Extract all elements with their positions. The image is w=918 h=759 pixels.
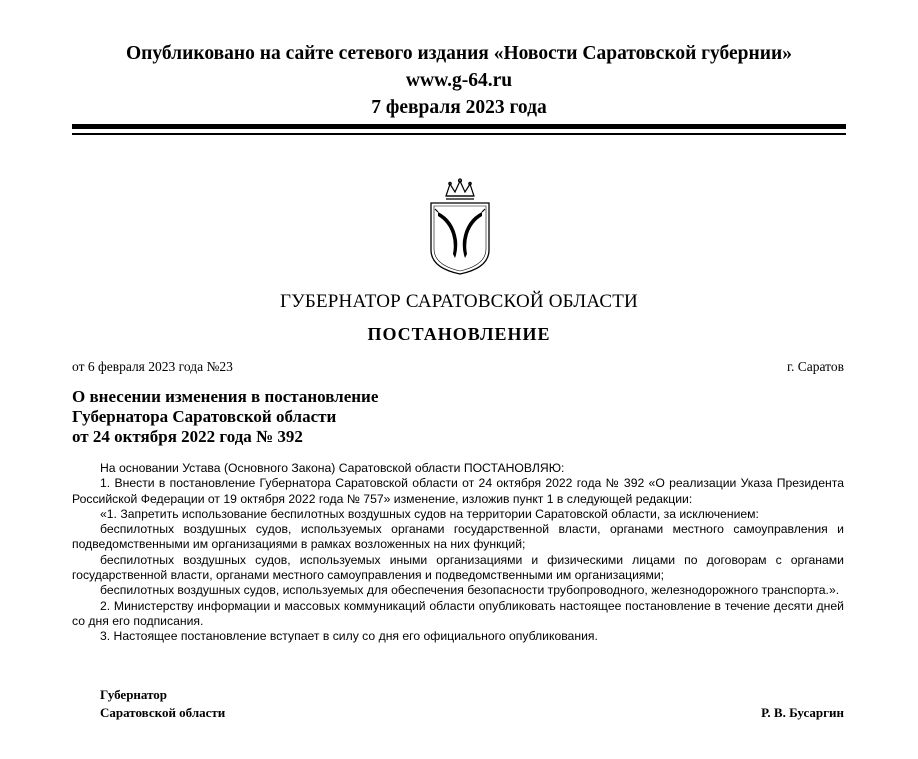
paragraph-exception-1: беспилотных воздушных судов, используемых органами государственной власти, органами местного самоуправления и подведомственными им организациями в рамках возложенных на них функций; — [72, 522, 844, 552]
publication-url: www.g-64.ru — [405, 70, 513, 91]
document-date-number: от 6 февраля 2023 года №23 — [72, 359, 233, 374]
paragraph-item-1-text: «1. Запретить использование беспилотных воздушных судов на территории Саратовской области, за исключением: — [100, 506, 759, 521]
publication-line-1: Опубликовано на сайте сетевого издания «Новости Саратовской губернии» — [126, 43, 792, 64]
signatory-position — [100, 686, 225, 722]
title-line-3: от 24 октября 2022 года № 392 — [72, 427, 303, 446]
signatory-position-line-2: Саратовской области — [100, 705, 226, 720]
title-line-1: О внесении изменения в постановление — [72, 387, 379, 406]
document-body — [72, 461, 844, 645]
issuing-authority: ГУБЕРНАТОР САРАТОВСКОЙ ОБЛАСТИ — [280, 291, 638, 312]
header-rule-thick — [72, 124, 846, 129]
publication-date: 7 февраля 2023 года — [371, 97, 547, 118]
header-rule-thin — [72, 133, 846, 135]
paragraph-item-3: 3. Настоящее постановление вступает в силу со дня его официального опубликования. — [100, 629, 598, 644]
paragraph-item-2: 2. Министерству информации и массовых коммуникаций области опубликовать настоящее постановление в течение десяти дней со дня его подписания. — [72, 598, 844, 628]
saratov-coat-of-arms-icon — [424, 178, 496, 276]
document-type: ПОСТАНОВЛЕНИЕ — [367, 324, 551, 344]
document-city: г. Саратов — [787, 359, 844, 374]
paragraph-item-1: 1. Внести в постановление Губернатора Саратовской области от 24 октября 2022 года № 392 «О реализации Указа Президента Российской Федерации от 19 октября 2022 года № 757» изменение, изложив пункт 1 в следующей редакции: — [72, 476, 844, 506]
signatory-name: Р. В. Бусаргин — [761, 705, 844, 720]
publication-notice — [0, 40, 918, 121]
document-title — [72, 387, 378, 447]
paragraph-exception-3: беспилотных воздушных судов, используемых для обеспечения безопасности трубопроводного, железнодорожного транспорта.». — [100, 583, 840, 598]
signatory-position-line-1: Губернатор — [100, 687, 168, 702]
paragraph-basis: На основании Устава (Основного Закона) Саратовской области ПОСТАНОВЛЯЮ: — [100, 461, 565, 475]
paragraph-exception-2: беспилотных воздушных судов, используемых иными организациями и физическими лицами по договорам с органами государственной власти, органами местного самоуправления и подведомственными им организациями; — [72, 552, 844, 583]
title-line-2: Губернатора Саратовской области — [72, 407, 337, 426]
